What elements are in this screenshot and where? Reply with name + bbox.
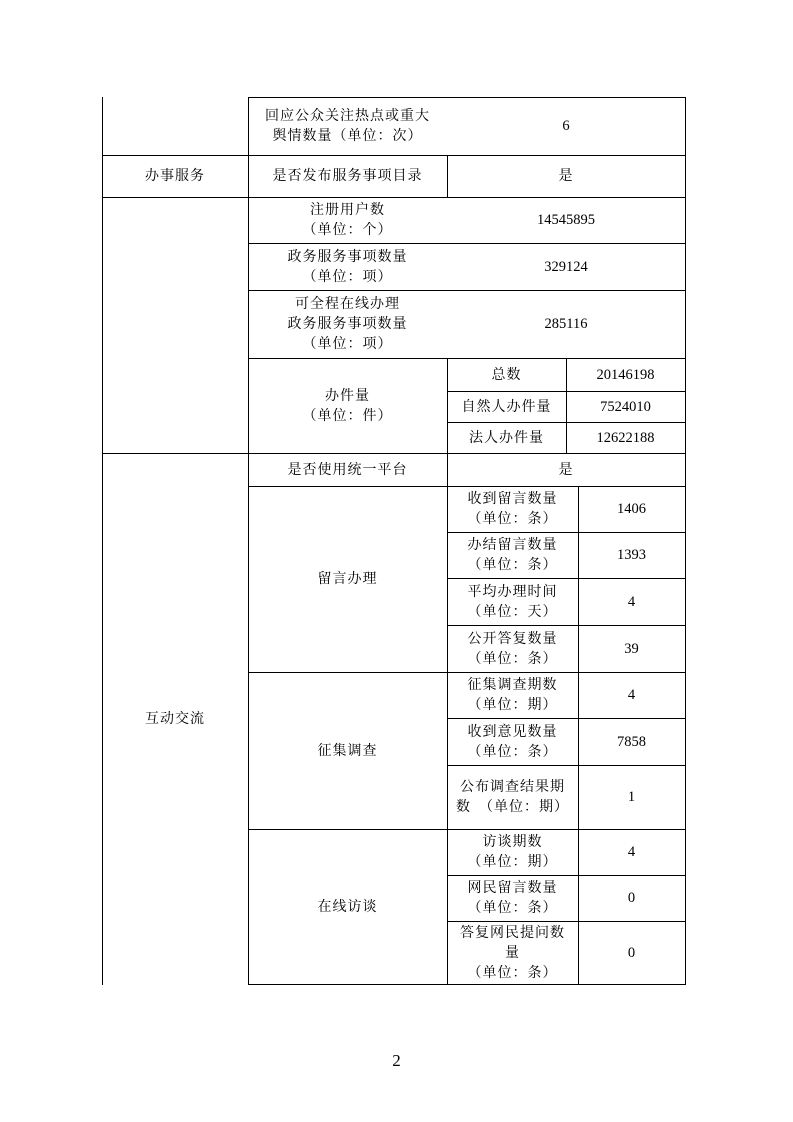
- messages-closed-label: [447, 532, 578, 578]
- netizen-msgs-value: 0: [627, 890, 636, 906]
- public-concern-value: 6: [562, 118, 570, 134]
- label-line: 平均办理时间: [467, 583, 558, 600]
- table-rule: [248, 984, 685, 985]
- label-line: 政务服务事项数量: [287, 316, 408, 332]
- table-rule: [685, 97, 686, 985]
- label-line: （单位：项）: [302, 336, 393, 352]
- label-line: （单位：条）: [467, 557, 558, 573]
- label-line: 收到意见数量: [467, 723, 558, 740]
- label-line: 回应公众关注热点或重大: [265, 108, 430, 124]
- interview-periods-value: 4: [627, 844, 636, 860]
- label-line: 可全程在线办理: [295, 296, 400, 312]
- opinions-value: 7858: [617, 733, 646, 750]
- label-line: 办结留言数量: [467, 537, 558, 553]
- label-line: （单位：条）: [467, 964, 558, 981]
- label-line: （单位：个）: [302, 222, 393, 238]
- handling-legal-label: 法人办件量: [469, 429, 544, 446]
- label-line: 量: [505, 944, 520, 961]
- registered-users-label: [248, 197, 447, 243]
- service-items-label: [248, 243, 447, 290]
- survey-group: 征集调查: [317, 742, 378, 759]
- service-items-value: 329124: [544, 258, 588, 275]
- handling-total-label: 总数: [491, 366, 522, 383]
- messages-received-label: [447, 486, 578, 532]
- handling-legal-value: 12622188: [596, 429, 655, 446]
- label-line: （单位：项）: [302, 268, 393, 285]
- label-line: 注册用户数: [310, 202, 385, 218]
- label-line: （单位：期）: [467, 697, 558, 713]
- handling-label: [248, 358, 447, 453]
- message-handling-group: 留言办理: [317, 571, 378, 587]
- label-line: 公开答复数量: [467, 630, 558, 647]
- public-reply-label: [447, 625, 578, 672]
- public-concern-label: [248, 97, 447, 155]
- label-line: （单位：条）: [467, 650, 558, 667]
- label-line: 公布调查结果期: [460, 779, 565, 795]
- label-line: （单位：条）: [467, 743, 558, 760]
- answered-questions-label: [447, 921, 578, 984]
- label-line: 政务服务事项数量: [287, 248, 408, 265]
- messages-received-value: 1406: [617, 501, 646, 517]
- label-line: （单位：期）: [467, 854, 558, 870]
- label-line: （单位：条）: [467, 900, 558, 916]
- survey-results-value: 1: [627, 789, 636, 805]
- service-catalog-label: 是否发布服务事项目录: [272, 168, 423, 184]
- survey-periods-value: 4: [627, 687, 636, 703]
- unified-platform-value: 是: [558, 461, 574, 478]
- handling-total-value: 20146198: [596, 366, 655, 383]
- netizen-msgs-label: [447, 875, 578, 921]
- interaction-section-title: 互动交流: [145, 710, 205, 727]
- registered-users-value: 14545895: [537, 212, 595, 228]
- survey-results-label: [447, 765, 578, 829]
- label-line: 访谈期数: [482, 834, 543, 850]
- label-line: 数 （单位：期）: [456, 799, 569, 815]
- label-line: 答复网民提问数: [460, 924, 565, 941]
- label-line: （单位：条）: [467, 511, 558, 527]
- survey-periods-label: [447, 672, 578, 718]
- interview-group: 在线访谈: [317, 898, 378, 915]
- avg-time-label: [447, 578, 578, 625]
- handling-natural-value: 7524010: [600, 398, 651, 415]
- answered-questions-value: 0: [627, 944, 636, 961]
- online-items-label: [248, 290, 447, 358]
- unified-platform-label: 是否使用统一平台: [287, 461, 408, 478]
- avg-time-value: 4: [627, 593, 636, 610]
- label-line: 舆情数量（单位：次）: [272, 128, 423, 144]
- interview-periods-label: [447, 829, 578, 875]
- label-line: 收到留言数量: [467, 491, 558, 507]
- messages-closed-value: 1393: [617, 547, 646, 563]
- online-items-value: 285116: [544, 316, 588, 332]
- public-reply-value: 39: [624, 640, 639, 657]
- label-line: 网民留言数量: [467, 880, 558, 896]
- page-number: 2: [392, 1051, 401, 1070]
- label-line: （单位：件）: [302, 407, 393, 424]
- service-catalog-value: 是: [558, 168, 574, 184]
- label-line: （单位：天）: [467, 603, 558, 620]
- opinions-label: [447, 718, 578, 765]
- handling-natural-label: 自然人办件量: [461, 398, 552, 415]
- service-section-title: 办事服务: [145, 168, 205, 184]
- label-line: 办件量: [325, 387, 370, 404]
- label-line: 征集调查期数: [467, 677, 558, 693]
